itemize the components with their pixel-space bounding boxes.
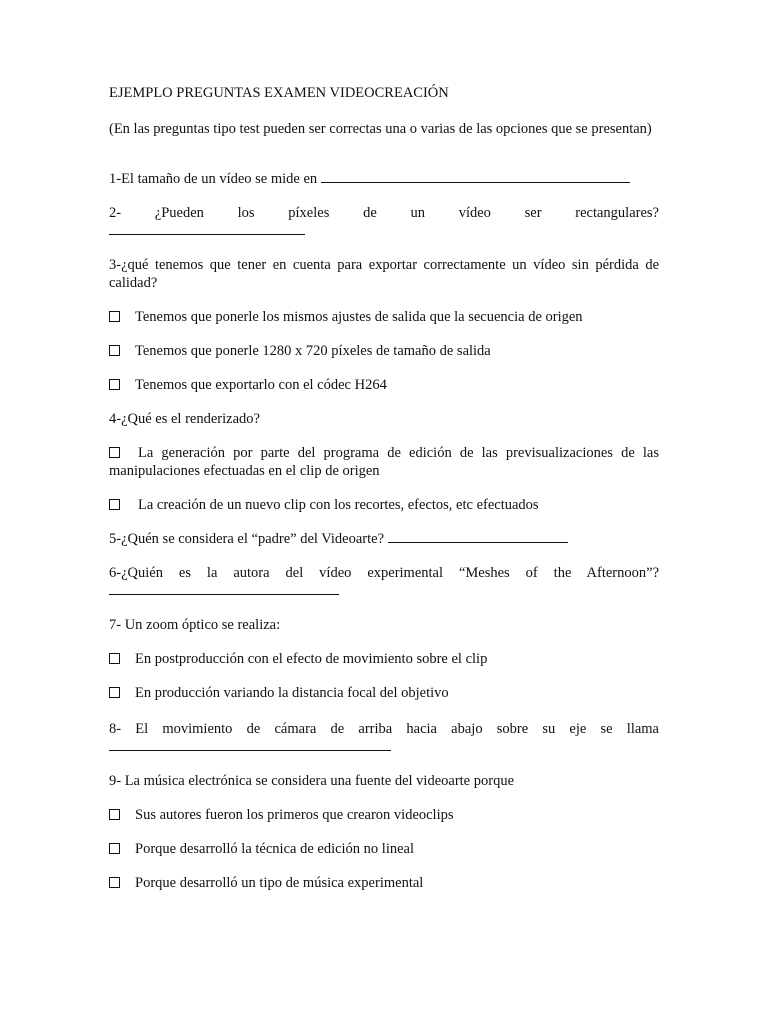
q3-option-1[interactable]: Tenemos que ponerle los mismos ajustes de salida que la secuencia de origen	[109, 308, 659, 326]
exam-document	[109, 84, 659, 892]
question-6-text: 6-¿Quién es la autora del vídeo experimental “Meshes of the Afternoon”?	[109, 565, 659, 581]
answer-blank-2[interactable]	[109, 228, 305, 235]
q4-option-1[interactable]: La generación por parte del programa de edición de las previsualizaciones de las manipulaciones efectuadas en el clip de origen	[109, 445, 659, 479]
question-9: 9- La música electrónica se considera una fuente del videoarte porque	[109, 773, 515, 789]
answer-blank-5[interactable]	[388, 530, 568, 543]
question-2-text: 2- ¿Pueden los píxeles de un vídeo ser rectangulares?	[109, 205, 659, 221]
checkbox[interactable]	[109, 653, 120, 664]
question-3: 3-¿qué tenemos que tener en cuenta para exportar correctamente un vídeo sin pérdida de calidad?	[109, 257, 659, 291]
document-title: EJEMPLO PREGUNTAS EXAMEN VIDEOCREACIÓN	[109, 85, 449, 101]
checkbox[interactable]	[109, 809, 120, 820]
question-8	[109, 720, 659, 756]
question-1-text: 1-El tamaño de un vídeo se mide en	[109, 171, 318, 187]
q7-option-1[interactable]: En postproducción con el efecto de movimiento sobre el clip	[109, 650, 659, 668]
checkbox[interactable]	[109, 379, 120, 390]
checkbox[interactable]	[109, 687, 120, 698]
checkbox[interactable]	[109, 843, 120, 854]
question-2	[109, 204, 659, 240]
answer-blank-1[interactable]	[321, 170, 630, 183]
q3-option-2[interactable]: Tenemos que ponerle 1280 x 720 píxeles de tamaño de salida	[109, 342, 659, 360]
checkbox[interactable]	[109, 877, 120, 888]
q7-option-2[interactable]: En producción variando la distancia focal del objetivo	[109, 684, 659, 702]
question-7: 7- Un zoom óptico se realiza:	[109, 617, 281, 633]
q9-option-3[interactable]: Porque desarrolló un tipo de música experimental	[109, 874, 659, 892]
checkbox[interactable]	[109, 447, 120, 458]
question-5-text: 5-¿Quén se considera el “padre” del Videoarte?	[109, 531, 385, 547]
question-8-text: 8- El movimiento de cámara de arriba hacia abajo sobre su eje se llama	[109, 721, 659, 737]
instructions: (En las preguntas tipo test pueden ser correctas una o varias de las opciones que se presentan)	[109, 121, 652, 137]
checkbox[interactable]	[109, 311, 120, 322]
question-4: 4-¿Qué es el renderizado?	[109, 411, 260, 427]
question-6	[109, 564, 659, 600]
q9-option-2[interactable]: Porque desarrolló la técnica de edición no lineal	[109, 840, 659, 858]
q9-option-1[interactable]: Sus autores fueron los primeros que crearon videoclips	[109, 806, 659, 824]
q3-option-3[interactable]: Tenemos que exportarlo con el códec H264	[109, 376, 659, 394]
question-5	[109, 530, 659, 548]
answer-blank-6[interactable]	[109, 588, 339, 595]
q4-option-2[interactable]: La creación de un nuevo clip con los recortes, efectos, etc efectuados	[109, 496, 659, 514]
answer-blank-8[interactable]	[109, 744, 391, 751]
question-1	[109, 170, 659, 188]
checkbox[interactable]	[109, 499, 120, 510]
checkbox[interactable]	[109, 345, 120, 356]
